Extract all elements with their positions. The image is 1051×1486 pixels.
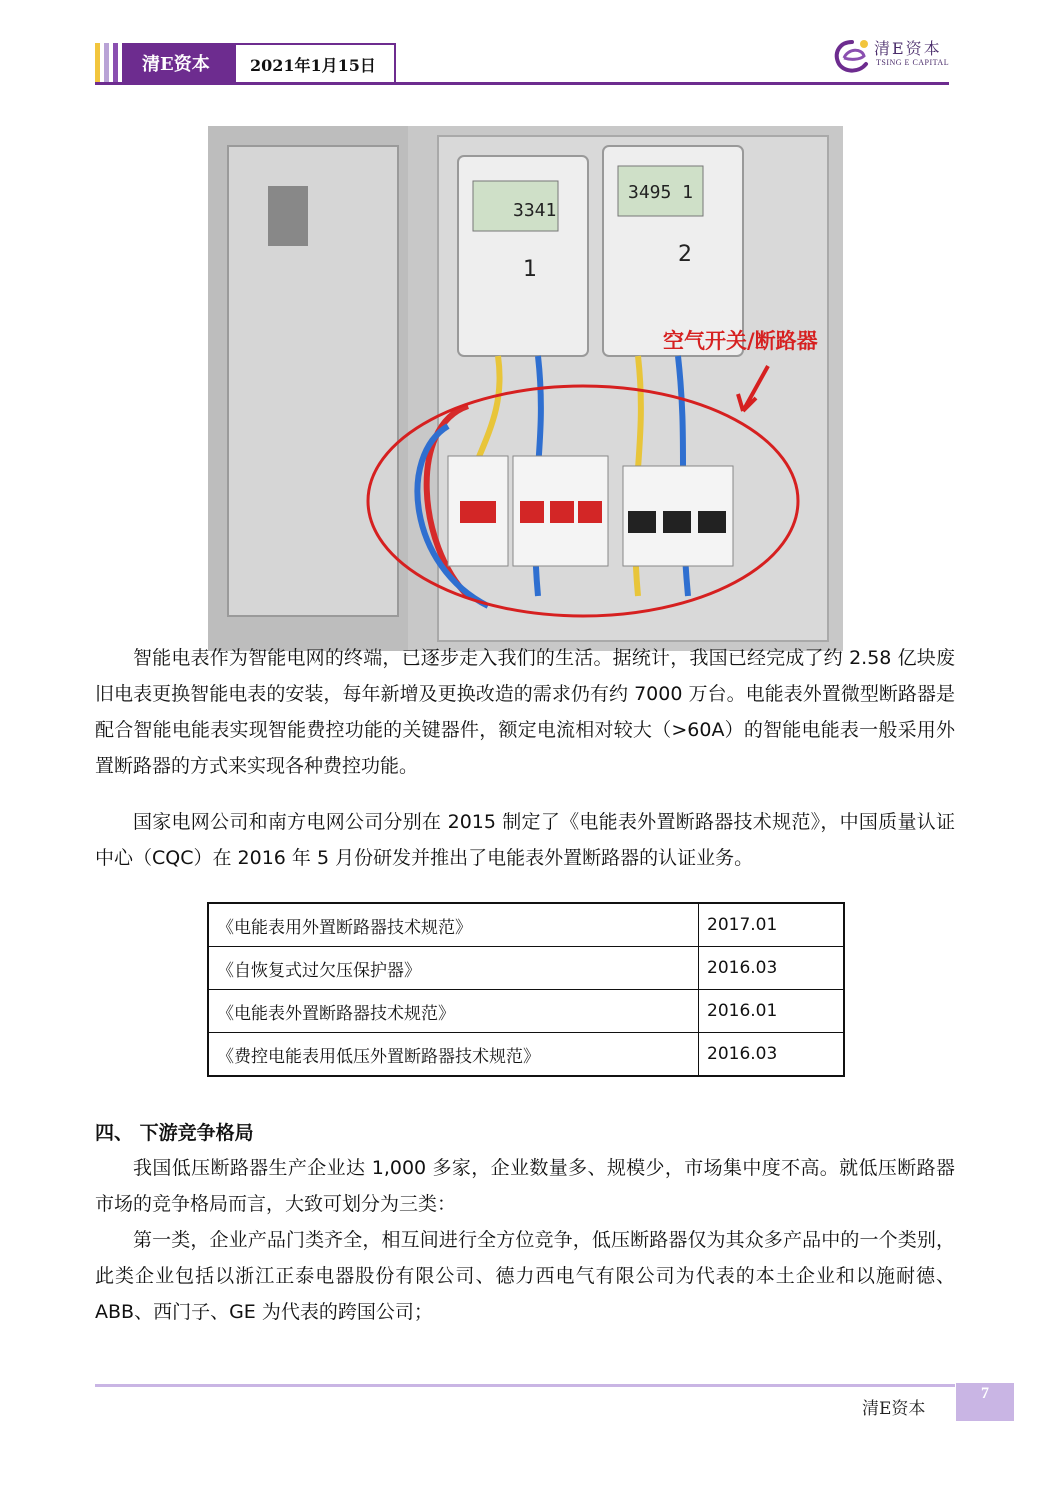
meter1-label: 1 — [523, 257, 537, 282]
header-stripe — [104, 43, 109, 83]
body-paragraph: 第一类，企业产品门类齐全，相互间进行全方位竞争，低压断路器仅为其众多产品中的一个类别，此类企业包括以浙江正泰电器股份有限公司、德力西电气有限公司为代表的本土企业和以施耐德、ABB、西门子、GE 为代表的跨国公司； — [95, 1229, 955, 1323]
photo-annotation: 空气开关/断路器 — [663, 329, 818, 353]
standard-date: 2016.01 — [699, 990, 845, 1033]
section-heading: 四、 下游竞争格局 — [95, 1122, 254, 1144]
table-row — [208, 947, 844, 990]
meter1-reading: 3341 — [513, 200, 557, 221]
page-header — [95, 43, 396, 83]
header-brand: 清E资本 — [122, 43, 236, 83]
body-paragraph: 我国低压断路器生产企业达 1,000 多家，企业数量多、规模少，市场集中度不高。就低压断路器市场的竞争格局而言，大致可划分为三类： — [95, 1157, 955, 1215]
company-logo — [830, 34, 950, 78]
body-paragraph: 国家电网公司和南方电网公司分别在 2015 制定了《电能表外置断路器技术规范》，中国质量认证中心（CQC）在 2016 年 5 月份研发并推出了电能表外置断路器的认证业务。 — [95, 811, 955, 869]
table-row — [208, 903, 844, 947]
standard-name: 《电能表用外置断路器技术规范》 — [208, 903, 699, 947]
body-paragraph: 智能电表作为智能电网的终端，已逐步走入我们的生活。据统计，我国已经完成了约 2.58 亿块废旧电表更换智能电表的安装，每年新增及更换改造的需求仍有约 7000 万台。电能表外置微型断路器是配合智能电能表实现智能费控功能的关键器件，额定电流相对较大（>60A）的智能电能表一般采用外置断路器的方式来实现各种费控功能。 — [95, 647, 955, 777]
logo-swirl-icon — [830, 34, 874, 78]
standard-date: 2017.01 — [699, 903, 845, 947]
footer-rule — [95, 1384, 955, 1387]
page-number: 7 — [956, 1383, 1014, 1421]
standard-name: 《费控电能表用低压外置断路器技术规范》 — [208, 1033, 699, 1077]
standard-date: 2016.03 — [699, 1033, 845, 1077]
standards-table — [207, 902, 845, 1077]
standard-date: 2016.03 — [699, 947, 845, 990]
header-rule — [95, 82, 949, 85]
logo-text-en: TSING E CAPITAL — [876, 58, 950, 67]
footer-brand: 清E资本 — [862, 1399, 926, 1419]
table-row — [208, 990, 844, 1033]
meter2-reading: 3495 1 — [628, 182, 694, 203]
meter2-label: 2 — [678, 242, 692, 267]
logo-text-cn: 清E资本 — [874, 39, 942, 58]
standard-name: 《电能表外置断路器技术规范》 — [208, 990, 699, 1033]
header-stripe — [95, 43, 100, 83]
standard-name: 《自恢复式过欠压保护器》 — [208, 947, 699, 990]
meter-box-photo — [208, 126, 843, 651]
header-date: 2021年1月15日 — [236, 43, 396, 83]
header-stripe — [113, 43, 118, 83]
table-row — [208, 1033, 844, 1077]
